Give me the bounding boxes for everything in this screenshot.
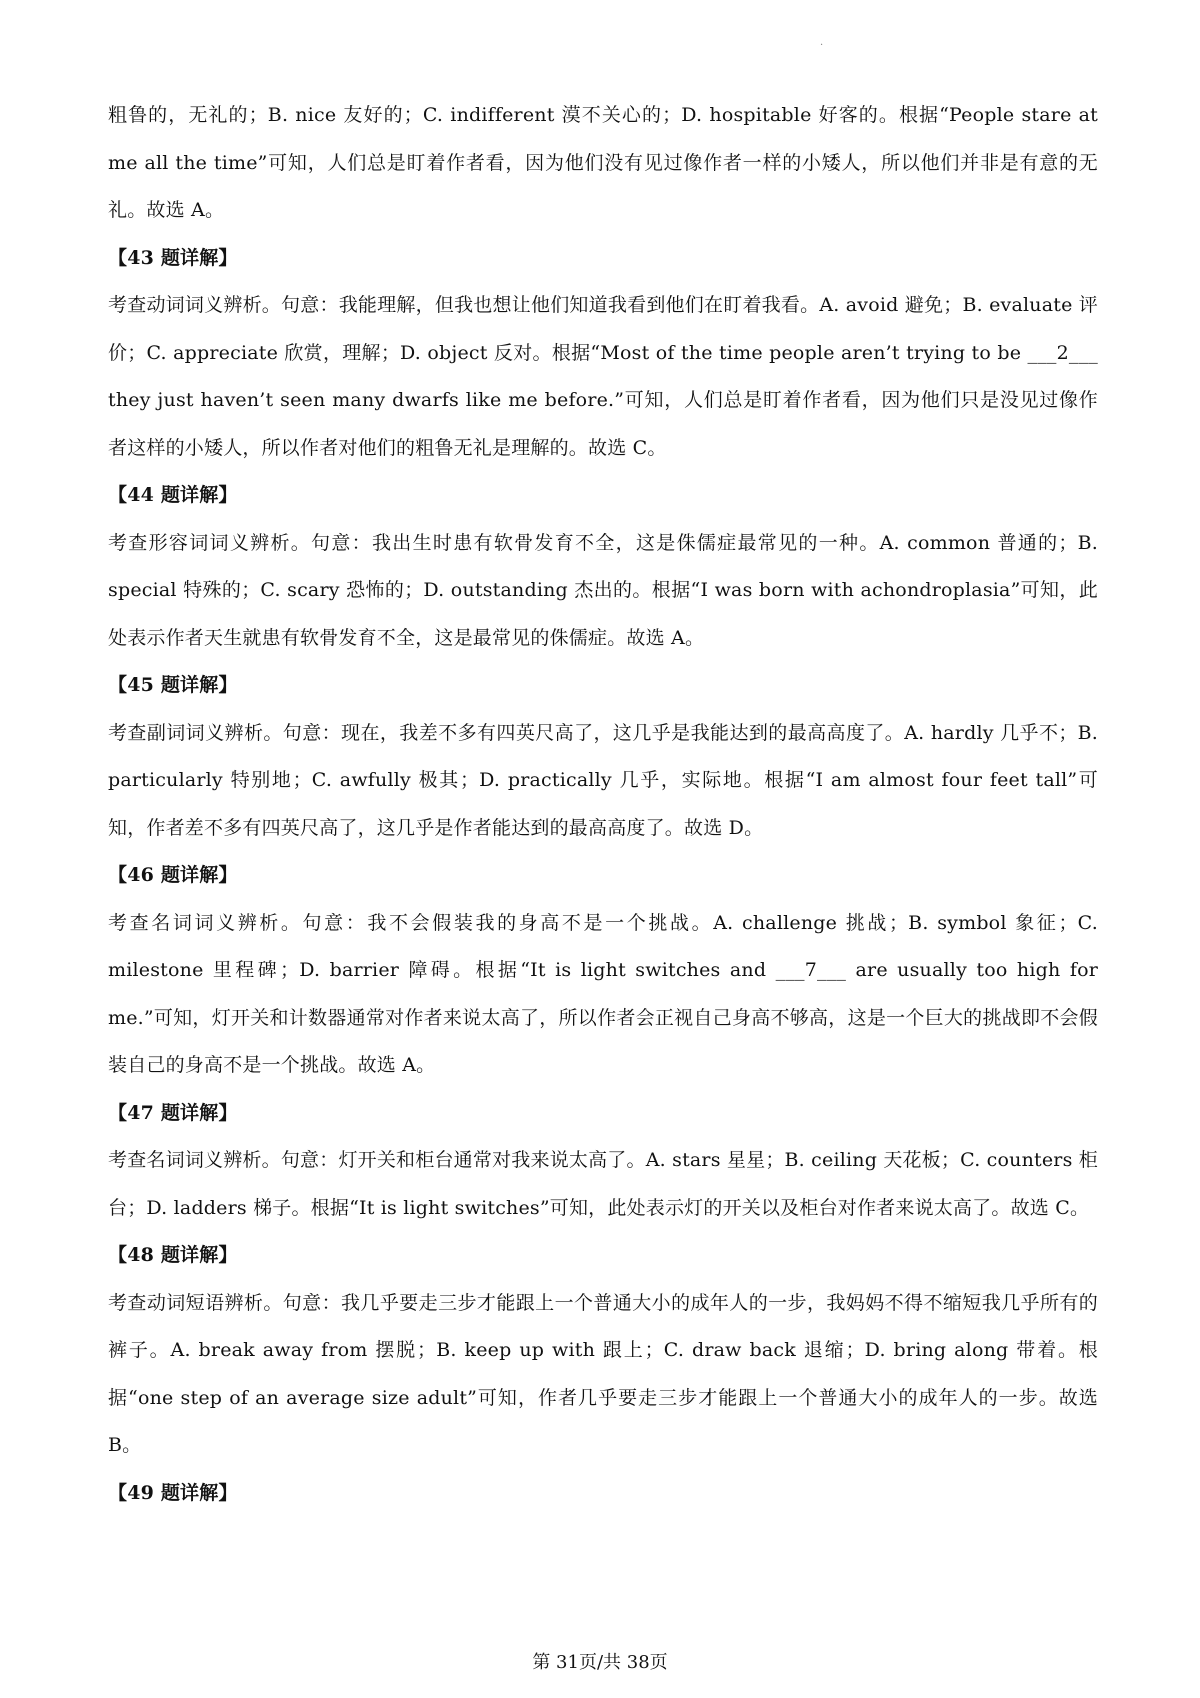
paragraph-body: 粗鲁的，无礼的；B. nice 友好的；C. indifferent 漠不关心的；D. hospitable 好客的。根据“People stare at me all the time”可知，人们总是盯着作者看，因为他们没有见过像作者一样的小矮人，所以他们并非是有意的无礼。故选 A。 xyxy=(108,104,1098,221)
paragraph-body: 考查副词词义辨析。句意：现在，我差不多有四英尺高了，这几乎是我能达到的最高高度了。A. hardly 几乎不；B. particularly 特别地；C. awfully 极其；D. practically 几乎，实际地。根据“I am almost four feet tall”可知，作者差不多有四英尺高了，这几乎是作者能达到的最高高度了。故选 D。 xyxy=(108,721,1098,839)
section-heading-47: 【47 题详解】 xyxy=(108,1101,238,1124)
section-heading-46: 【46 题详解】 xyxy=(108,864,238,886)
paragraph-body: 考查名词词义辨析。句意：我不会假装我的身高不是一个挑战。A. challenge 挑战；B. symbol 象征；C. milestone 里程碑；D. barrier 障碍。根据“It is light switches and ___7___ are usually too high for me.”可知，灯开关和计数器通常对作者来说太高了，所以作者会正视自己身高不够高，这是一个巨大的挑战即不会假装自己的身高不是一个挑战。故选 A。 xyxy=(108,911,1098,1076)
page-footer xyxy=(0,1648,1200,1674)
paragraph-body: 考查动词短语辨析。句意：我几乎要走三步才能跟上一个普通大小的成年人的一步，我妈妈不得不缩短我几乎所有的裤子。A. break away from 摆脱；B. keep up with 跟上；C. draw back 退缩；D. bring along 带着。根据“one step of an average size adult”可知，作者几乎要走三步才能跟上一个普通大小的成年人的一步。故选 B。 xyxy=(108,1291,1098,1456)
paragraph-body: 考查动词词义辨析。句意：我能理解，但我也想让他们知道我看到他们在盯着我看。A. avoid 避免；B. evaluate 评价；C. appreciate 欣赏，理解；D. object 反对。根据“Most of the time people aren’t trying to be ___2___ they just haven’t seen many dwarfs like me before.”可知，人们总是盯着作者看，因为他们只是没见过像作者这样的小矮人，所以作者对他们的粗鲁无礼是理解的。故选 C。 xyxy=(108,294,1098,459)
page-indicator: 第 31页/共 38页 xyxy=(532,1652,668,1673)
paragraph-body: 考查形容词词义辨析。句意：我出生时患有软骨发育不全，这是侏儒症最常见的一种。A. common 普通的；B. special 特殊的；C. scary 恐怖的；D. outstanding 杰出的。根据“I was born with achondroplasia”可知，此处表示作者天生就患有软骨发育不全，这是最常见的侏儒症。故选 A。 xyxy=(108,531,1098,649)
section-heading-48: 【48 题详解】 xyxy=(108,1244,238,1266)
section-heading-45: 【45 题详解】 xyxy=(108,674,238,696)
section-heading-43: 【43 题详解】 xyxy=(108,246,238,269)
paragraph-body: 考查名词词义辨析。句意：灯开关和柜台通常对我来说太高了。A. stars 星星；B. ceiling 天花板；C. counters 柜台；D. ladders 梯子。根据“It is light switches”可知，此处表示灯的开关以及柜台对作者来说太高了。故选 C。 xyxy=(108,1149,1098,1219)
document-body xyxy=(108,92,1098,1517)
section-heading-44: 【44 题详解】 xyxy=(108,484,238,506)
section-heading-49: 【49 题详解】 xyxy=(108,1481,238,1504)
page-mark: · xyxy=(820,40,824,51)
